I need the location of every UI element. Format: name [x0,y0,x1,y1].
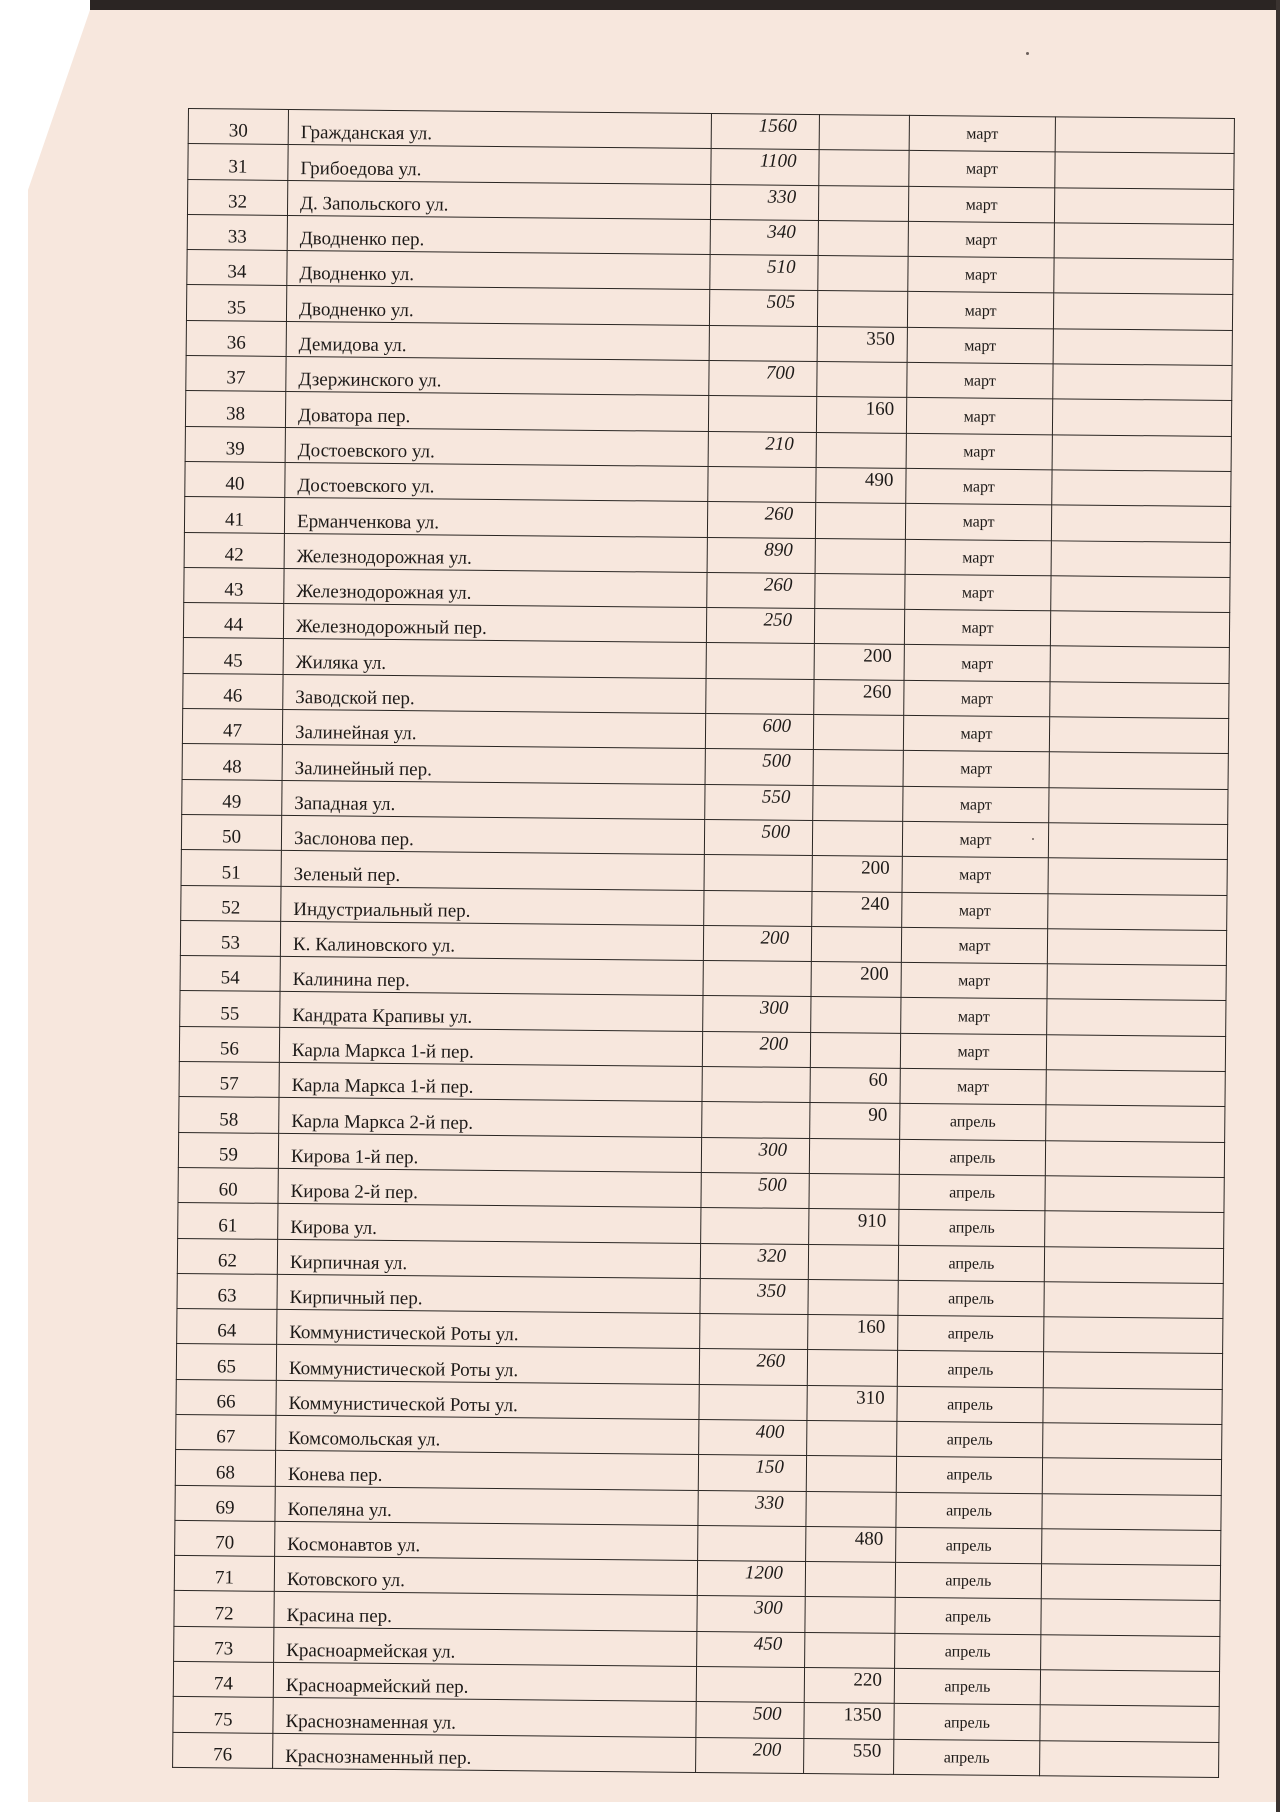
length-value-b-cell [807,1350,897,1386]
street-name-cell: Железнодорожная ул. [284,533,707,572]
month-cell: март [900,1033,1046,1070]
month-cell: март [905,504,1051,541]
empty-cell [1046,1035,1225,1072]
month-cell: март [904,610,1050,647]
length-value-b-cell: 220 [804,1668,894,1704]
month-cell: апрель [897,1386,1043,1423]
length-value-b-cell [812,820,902,856]
length-value-a-cell: 350 [700,1278,808,1314]
length-value-a-cell [701,1208,809,1244]
empty-cell [1051,505,1230,542]
street-name-cell: Краснознаменный пер. [273,1733,696,1772]
length-value-a-cell: 700 [709,361,817,397]
street-name-cell: Западная ул. [282,780,705,819]
length-value-a-cell [702,1102,810,1138]
month-cell: апрель [896,1492,1042,1529]
street-name-cell: Грибоедова ул. [288,145,711,184]
length-value-a-cell [703,961,811,997]
street-name-cell: Достоевского ул. [285,427,708,466]
street-name-cell: Зеленый пер. [281,851,704,890]
street-name-cell: Залинейный пер. [282,745,705,784]
street-name-cell: Дзержинского ул. [286,357,709,396]
row-number-cell: 41 [184,497,284,533]
empty-cell [1055,117,1234,154]
month-cell: март [906,468,1052,505]
row-number-cell: 68 [175,1450,275,1486]
empty-cell [1050,682,1229,719]
row-number-cell: 31 [188,144,288,180]
length-value-b-cell [808,1279,898,1315]
length-value-b-cell [818,220,908,256]
month-cell: март [908,186,1054,223]
empty-cell [1053,364,1232,401]
length-value-a-cell: 260 [699,1349,807,1385]
length-value-a-cell [704,890,812,926]
length-value-a-cell: 300 [701,1137,809,1173]
street-name-cell: Коммунистической Роты ул. [277,1310,700,1349]
row-number-cell: 58 [179,1097,279,1133]
length-value-b-cell: 310 [807,1385,897,1421]
month-cell: март [903,786,1049,823]
length-value-a-cell: 330 [698,1490,806,1526]
street-name-cell: Кирпичный пер. [277,1274,700,1313]
street-name-cell: Конева пер. [275,1451,698,1490]
length-value-b-cell: 200 [814,644,904,680]
length-value-b-cell [819,115,909,151]
street-name-cell: Жиляка ул. [283,639,706,678]
empty-cell [1044,1282,1223,1319]
length-value-a-cell: 200 [703,925,811,961]
length-value-a-cell: 260 [707,572,815,608]
length-value-a-cell: 260 [707,502,815,538]
row-number-cell: 47 [182,709,282,745]
empty-cell [1053,329,1232,366]
length-value-a-cell: 1200 [697,1561,805,1597]
street-name-cell: Котовского ул. [274,1557,697,1596]
length-value-b-cell [806,1456,896,1492]
empty-cell [1045,1211,1224,1248]
street-name-cell: Железнодорожная ул. [284,568,707,607]
row-number-cell: 71 [174,1556,274,1592]
length-value-b-cell [818,256,908,292]
length-value-b-cell: 90 [810,1103,900,1139]
length-value-b-cell [818,185,908,221]
street-name-cell: Железнодорожный пер. [283,604,706,643]
length-value-b-cell [805,1597,895,1633]
street-name-cell: Заслонова пер. [281,815,704,854]
row-number-cell: 64 [177,1309,277,1345]
street-name-cell: Калинина пер. [280,957,703,996]
month-cell: апрель [894,1739,1040,1776]
street-name-cell: Красина пер. [274,1592,697,1631]
month-cell: март [900,1068,1046,1105]
row-number-cell: 42 [184,532,284,568]
empty-cell [1044,1246,1223,1283]
row-number-cell: 43 [184,567,284,603]
length-value-a-cell: 550 [705,784,813,820]
length-value-b-cell: 550 [804,1738,894,1774]
row-number-cell: 52 [181,885,281,921]
empty-cell [1048,823,1227,860]
length-value-b-cell: 490 [816,468,906,504]
length-value-b-cell [806,1491,896,1527]
empty-cell [1054,223,1233,260]
month-cell: апрель [896,1527,1042,1564]
empty-cell [1052,399,1231,436]
length-value-b-cell: 160 [816,397,906,433]
row-number-cell: 74 [173,1661,273,1697]
month-cell: март [903,715,1049,752]
length-value-a-cell: 510 [710,255,818,291]
length-value-b-cell: 240 [812,891,902,927]
length-value-a-cell [709,325,817,361]
empty-cell [1046,1105,1225,1142]
month-cell: март [908,221,1054,258]
length-value-a-cell: 400 [699,1419,807,1455]
row-number-cell: 38 [185,391,285,427]
empty-cell [1042,1458,1221,1495]
length-value-a-cell: 505 [709,290,817,326]
row-number-cell: 63 [177,1273,277,1309]
month-cell: апрель [899,1174,1045,1211]
length-value-b-cell: 200 [812,856,902,892]
month-cell: март [901,998,1047,1035]
empty-cell [1047,964,1226,1001]
length-value-a-cell [708,396,816,432]
street-name-cell: Красноармейский пер. [273,1662,696,1701]
empty-cell [1048,858,1227,895]
street-name-cell: Ерманченкова ул. [284,498,707,537]
street-name-cell: Достоевского ул. [285,462,708,501]
empty-cell [1047,929,1226,966]
empty-cell [1049,787,1228,824]
street-name-cell: Кандрата Крапивы ул. [280,992,703,1031]
month-cell: апрель [898,1280,1044,1317]
month-cell: март [907,327,1053,364]
street-name-cell: Карла Маркса 1-й пер. [279,1062,702,1101]
month-cell: апрель [898,1315,1044,1352]
row-number-cell: 46 [183,673,283,709]
street-name-cell: Индустриальный пер. [281,886,704,925]
empty-cell [1055,152,1234,189]
empty-cell [1051,576,1230,613]
row-number-cell: 30 [188,109,288,145]
month-cell: апрель [900,1104,1046,1141]
row-number-cell: 33 [187,214,287,250]
length-value-b-cell: 200 [811,962,901,998]
month-cell: апрель [895,1563,1041,1600]
length-value-a-cell: 600 [705,714,813,750]
speck [1026,52,1029,55]
month-cell: март [902,821,1048,858]
empty-cell [1046,1070,1225,1107]
row-number-cell: 62 [177,1238,277,1274]
month-cell: март [906,433,1052,470]
empty-cell [1053,293,1232,330]
row-number-cell: 51 [181,850,281,886]
empty-cell [1048,893,1227,930]
length-value-a-cell: 300 [703,996,811,1032]
month-cell: март [907,292,1053,329]
length-value-b-cell [805,1562,895,1598]
street-name-cell: Кирова 1-й пер. [278,1133,701,1172]
empty-cell [1045,1176,1224,1213]
month-cell: март [906,398,1052,435]
row-number-cell: 66 [176,1379,276,1415]
row-number-cell: 48 [182,744,282,780]
empty-cell [1054,187,1233,224]
street-name-cell: Кирпичная ул. [277,1239,700,1278]
month-cell: март [904,645,1050,682]
street-name-cell: Краснознаменная ул. [273,1698,696,1737]
length-value-a-cell: 500 [701,1172,809,1208]
street-name-cell: Дводненко пер. [287,215,710,254]
empty-cell [1045,1140,1224,1177]
length-value-b-cell [816,432,906,468]
length-value-b-cell [815,538,905,574]
street-name-cell: Заводской пер. [283,674,706,713]
month-cell: апрель [895,1633,1041,1670]
length-value-b-cell: 60 [810,1068,900,1104]
scan-edge-right [1276,0,1280,1812]
length-value-b-cell [809,1138,899,1174]
month-cell: март [909,115,1055,152]
row-number-cell: 72 [174,1591,274,1627]
length-value-a-cell: 1560 [711,114,819,150]
length-value-a-cell [704,855,812,891]
length-value-b-cell [811,926,901,962]
length-value-a-cell: 300 [697,1596,805,1632]
month-cell: апрель [898,1245,1044,1282]
length-value-b-cell [815,573,905,609]
length-value-a-cell [698,1525,806,1561]
street-name-cell: Космонавтов ул. [275,1521,698,1560]
row-number-cell: 44 [183,603,283,639]
length-value-a-cell: 500 [705,749,813,785]
empty-cell [1047,999,1226,1036]
document-table-wrapper [172,108,1234,1778]
length-value-b-cell [813,785,903,821]
row-number-cell: 37 [186,356,286,392]
length-value-a-cell: 890 [707,537,815,573]
length-value-b-cell [810,1032,900,1068]
length-value-a-cell: 150 [698,1455,806,1491]
length-value-b-cell: 350 [817,326,907,362]
row-number-cell: 73 [174,1626,274,1662]
street-name-cell: Гражданская ул. [288,109,711,148]
length-value-b-cell: 160 [808,1315,898,1351]
length-value-b-cell [819,150,909,186]
empty-cell [1044,1317,1223,1354]
length-value-b-cell [813,750,903,786]
street-name-cell: Д. Запольского ул. [287,180,710,219]
row-number-cell: 40 [185,461,285,497]
length-value-b-cell [807,1420,897,1456]
row-number-cell: 75 [173,1697,273,1733]
length-value-a-cell: 340 [710,219,818,255]
empty-cell [1040,1705,1219,1742]
empty-cell [1040,1670,1219,1707]
empty-cell [1043,1352,1222,1389]
street-schedule-table [172,108,1235,1778]
row-number-cell: 60 [178,1167,278,1203]
empty-cell [1041,1635,1220,1672]
street-name-cell: Дводненко ул. [287,251,710,290]
empty-cell [1049,752,1228,789]
street-name-cell: Кирова ул. [278,1204,701,1243]
length-value-b-cell [808,1244,898,1280]
length-value-b-cell [814,609,904,645]
length-value-b-cell: 910 [809,1209,899,1245]
empty-cell [1054,258,1233,295]
row-number-cell: 50 [181,814,281,850]
empty-cell [1051,540,1230,577]
street-name-cell: К. Калиновского ул. [280,921,703,960]
scan-edge-top [90,0,1280,10]
length-value-b-cell [815,503,905,539]
length-value-a-cell: 250 [706,608,814,644]
length-value-a-cell [702,1066,810,1102]
length-value-b-cell [805,1632,895,1668]
street-name-cell: Коммунистической Роты ул. [276,1380,699,1419]
length-value-b-cell [809,1173,899,1209]
row-number-cell: 67 [176,1414,276,1450]
row-number-cell: 70 [175,1520,275,1556]
row-number-cell: 56 [179,1026,279,1062]
length-value-b-cell [817,362,907,398]
month-cell: март [908,257,1054,294]
row-number-cell: 55 [180,991,280,1027]
row-number-cell: 35 [186,285,286,321]
month-cell: апрель [896,1457,1042,1494]
empty-cell [1041,1599,1220,1636]
street-name-cell: Копеляна ул. [275,1486,698,1525]
month-cell: март [905,539,1051,576]
length-value-b-cell: 260 [814,679,904,715]
length-value-a-cell: 1100 [711,149,819,185]
length-value-a-cell [696,1667,804,1703]
month-cell: апрель [899,1139,1045,1176]
month-cell: апрель [894,1704,1040,1741]
row-number-cell: 39 [185,426,285,462]
month-cell: март [901,927,1047,964]
month-cell: апрель [894,1668,1040,1705]
empty-cell [1043,1387,1222,1424]
empty-cell [1042,1529,1221,1566]
row-number-cell: 65 [176,1344,276,1380]
month-cell: март [904,680,1050,717]
length-value-b-cell: 480 [806,1526,896,1562]
month-cell: март [902,857,1048,894]
street-name-cell: Карла Маркса 1-й пер. [279,1027,702,1066]
length-value-a-cell: 210 [708,431,816,467]
length-value-a-cell: 320 [700,1243,808,1279]
length-value-a-cell [706,643,814,679]
empty-cell [1050,646,1229,683]
month-cell: март [905,574,1051,611]
length-value-b-cell: 1350 [804,1703,894,1739]
length-value-a-cell [700,1314,808,1350]
street-name-cell: Залинейная ул. [282,709,705,748]
length-value-a-cell [699,1384,807,1420]
month-cell: апрель [897,1351,1043,1388]
length-value-a-cell: 200 [702,1031,810,1067]
street-name-cell: Доватора пер. [285,392,708,431]
row-number-cell: 45 [183,638,283,674]
length-value-a-cell: 500 [696,1702,804,1738]
row-number-cell: 61 [178,1203,278,1239]
month-cell: апрель [899,1210,1045,1247]
empty-cell [1041,1564,1220,1601]
length-value-b-cell [817,291,907,327]
row-number-cell: 49 [182,779,282,815]
month-cell: март [903,751,1049,788]
length-value-b-cell [811,997,901,1033]
row-number-cell: 34 [187,250,287,286]
month-cell: март [909,151,1055,188]
length-value-a-cell: 450 [697,1631,805,1667]
empty-cell [1049,717,1228,754]
street-name-cell: Дводненко ул. [286,286,709,325]
street-name-cell: Карла Маркса 2-й пер. [279,1098,702,1137]
row-number-cell: 69 [175,1485,275,1521]
table-body [173,109,1235,1778]
month-cell: март [902,892,1048,929]
month-cell: март [901,963,1047,1000]
length-value-a-cell: 500 [704,819,812,855]
length-value-a-cell: 200 [696,1737,804,1773]
length-value-a-cell: 330 [710,184,818,220]
street-name-cell: Комсомольская ул. [276,1415,699,1454]
empty-cell [1052,434,1231,471]
row-number-cell: 36 [186,320,286,356]
length-value-b-cell [813,715,903,751]
length-value-a-cell [706,678,814,714]
row-number-cell: 54 [180,956,280,992]
empty-cell [1050,611,1229,648]
empty-cell [1040,1740,1219,1777]
street-name-cell: Красноармейская ул. [274,1627,697,1666]
empty-cell [1042,1493,1221,1530]
month-cell: апрель [897,1421,1043,1458]
street-name-cell: Демидова ул. [286,321,709,360]
row-number-cell: 53 [180,920,280,956]
row-number-cell: 57 [179,1061,279,1097]
row-number-cell: 76 [173,1732,273,1768]
street-name-cell: Коммунистической Роты ул. [276,1345,699,1384]
street-name-cell: Кирова 2-й пер. [278,1168,701,1207]
row-number-cell: 59 [178,1132,278,1168]
month-cell: март [907,362,1053,399]
month-cell: апрель [895,1598,1041,1635]
empty-cell [1043,1423,1222,1460]
empty-cell [1052,470,1231,507]
length-value-a-cell [708,466,816,502]
row-number-cell: 32 [187,179,287,215]
